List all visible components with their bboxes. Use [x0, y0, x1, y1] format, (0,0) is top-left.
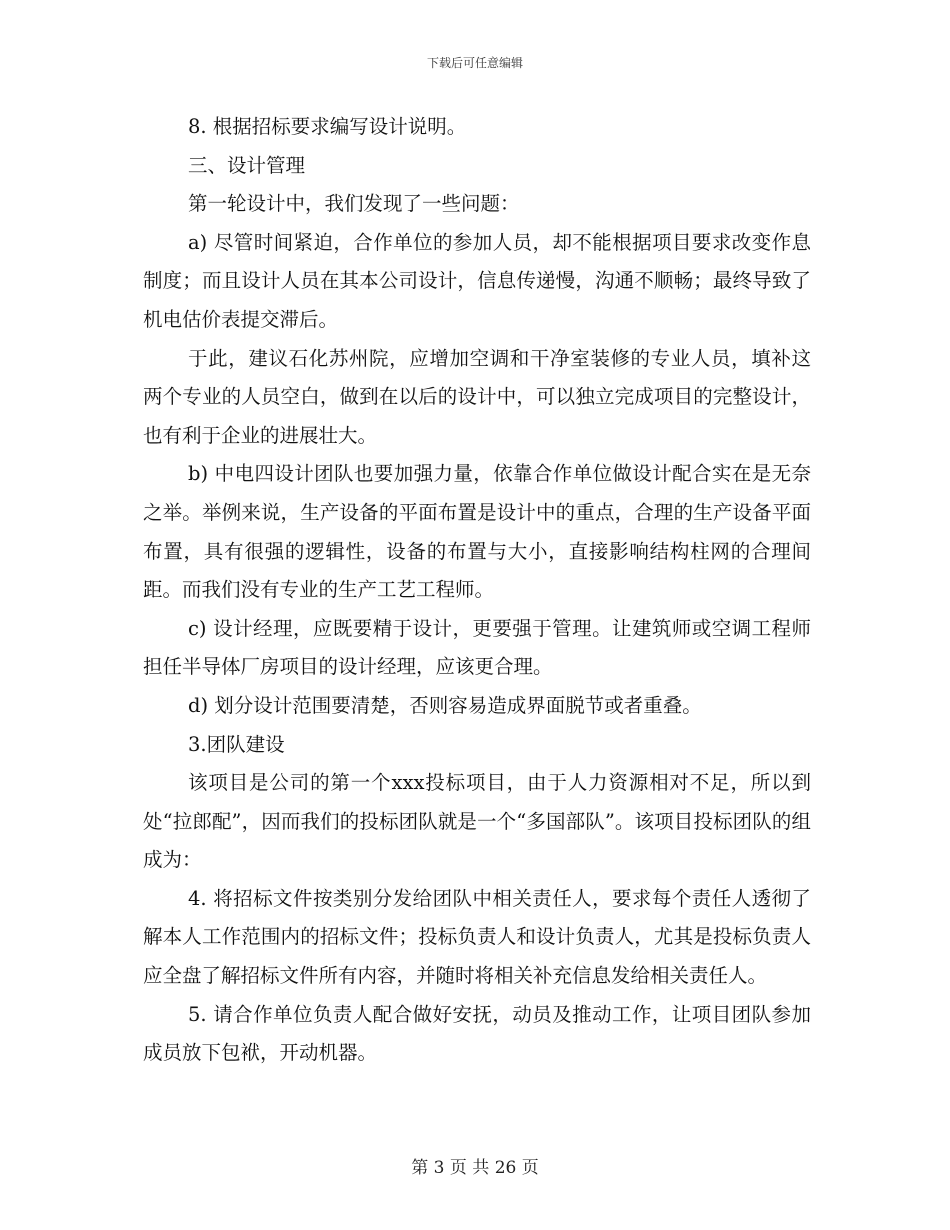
section-heading-team-building: 3.团队建设	[188, 732, 285, 756]
paragraph-first-round-issues: 第一轮设计中，我们发现了一些问题：	[188, 192, 520, 216]
paragraph-item-5: 5. 请合作单位负责人配合做好安抚，动员及推动工作，让项目团队参加成员放下包袱，开动机器。	[143, 1002, 811, 1065]
document-body	[143, 108, 811, 1073]
paragraph-item-4: 4. 将招标文件按类别分发给团队中相关责任人，要求每个责任人透彻了解本人工作范围内的招标文件；投标负责人和设计负责人，尤其是投标负责人应全盘了解招标文件所有内容，并随时将相关补充信息发给相关责任人。	[143, 886, 811, 988]
paragraph-design-notes: 8. 根据招标要求编写设计说明。	[188, 115, 467, 138]
page-header-note: 下载后可任意编辑	[426, 56, 523, 70]
section-heading-design-management: 三、设计管理	[188, 153, 306, 177]
paragraph-issue-a: a) 尽管时间紧迫，合作单位的参加人员，却不能根据项目要求改变作息制度；而且设计人员在其本公司设计，信息传递慢，沟通不顺畅；最终导致了机电估价表提交滞后。	[143, 230, 811, 331]
paragraph-issue-b: b) 中电四设计团队也要加强力量，依靠合作单位做设计配合实在是无奈之举。举例来说，生产设备的平面布置是设计中的重点，合理的生产设备平面布置，具有很强的逻辑性，设备的布置与大小，直接影响结构柱网的合理间距。而我们没有专业的生产工艺工程师。	[143, 462, 811, 602]
paragraph-issue-c: c) 设计经理，应既要精于设计，更要强于管理。让建筑师或空调工程师担任半导体厂房项目的设计经理，应该更合理。	[143, 616, 811, 679]
paragraph-suggestion: 于此，建议石化苏州院，应增加空调和干净室装修的专业人员，填补这两个专业的人员空白，做到在以后的设计中，可以独立完成项目的完整设计，也有利于企业的进展壮大。	[143, 346, 811, 447]
paragraph-issue-d: d) 划分设计范围要清楚，否则容易造成界面脱节或者重叠。	[188, 693, 702, 717]
paragraph-team-composition: 该项目是公司的第一个xxx投标项目，由于人力资源相对不足，所以到处“拉郎配”，因而我们的投标团队就是一个“多国部队”。该项目投标团队的组成为：	[143, 771, 811, 872]
page-number: 第 3 页 共 26 页	[411, 1158, 539, 1178]
